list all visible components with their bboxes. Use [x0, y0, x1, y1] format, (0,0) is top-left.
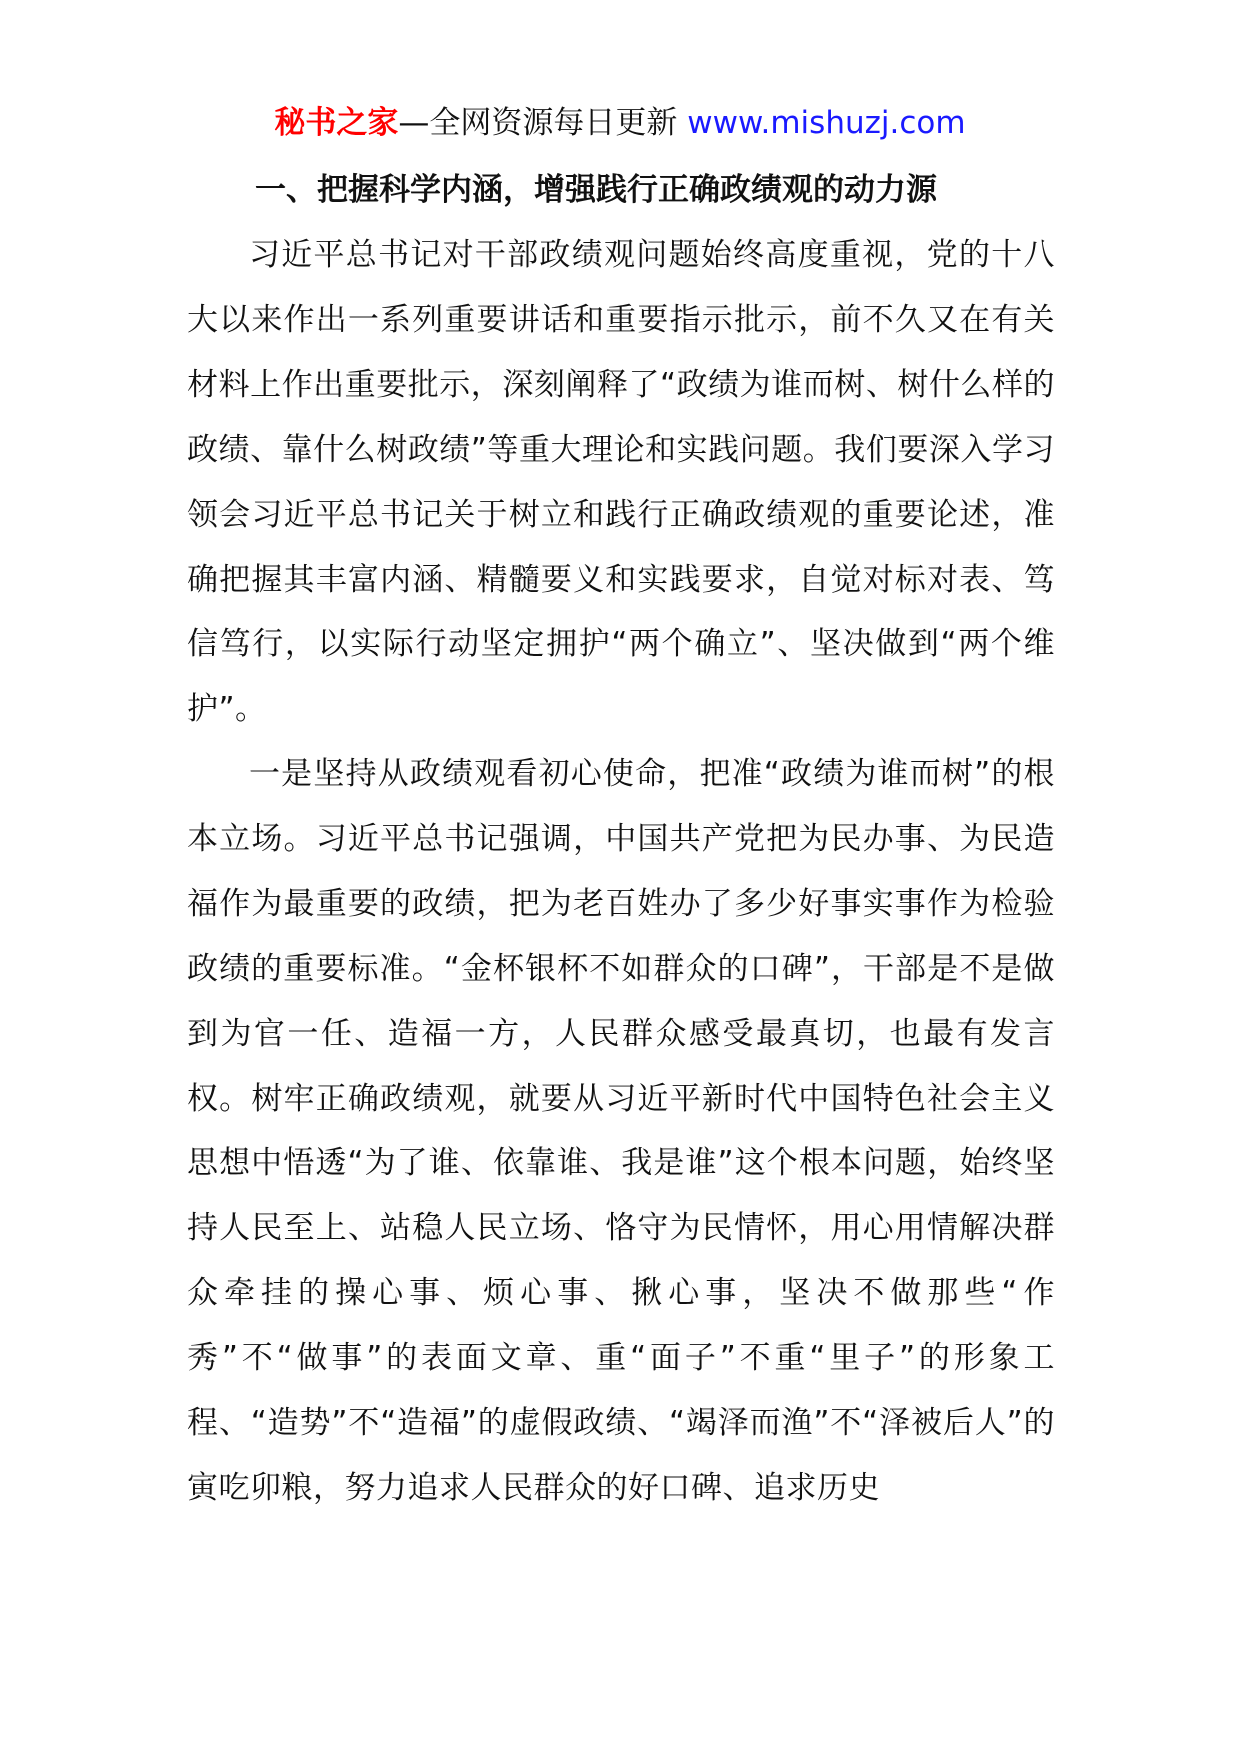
site-url-link[interactable]: www.mishuzj.com — [687, 105, 966, 141]
site-brand: 秘书之家 — [274, 105, 399, 141]
body-paragraph-1: 习近平总书记对干部政绩观问题始终高度重视，党的十八大以来作出一系列重要讲话和重要指示批示，前不久又在有关材料上作出重要批示，深刻阐释了“政绩为谁而树、树什么样的政绩、靠什么树政绩”等重大理论和实践问题。我们要深入学习领会习近平总书记关于树立和践行正确政绩观的重要论述，准确把握其丰富内涵、精髓要义和实践要求，自觉对标对表、笃信笃行，以实际行动坚定拥护“两个确立”、坚决做到“两个维护”。 — [187, 237, 1055, 728]
site-header — [0, 98, 1240, 148]
body-paragraph-2: 一是坚持从政绩观看初心使命，把准“政绩为谁而树”的根本立场。习近平总书记强调，中国共产党把为民办事、为民造福作为最重要的政绩，把为老百姓办了多少好事实事作为检验政绩的重要标准。“金杯银杯不如群众的口碑”，干部是不是做到为官一任、造福一方，人民群众感受最真切，也最有发言权。树牢正确政绩观，就要从习近平新时代中国特色社会主义思想中悟透“为了谁、依靠谁、我是谁”这个根本问题，始终坚持人民至上、站稳人民立场、恪守为民情怀，用心用情解决群众牵挂的操心事、烦心事、揪心事，坚决不做那些“作秀”不“做事”的表面文章、重“面子”不重“里子”的形象工程、“造势”不“造福”的虚假政绩、“竭泽而渔”不“泽被后人”的寅吃卯粮，努力追求人民群众的好口碑、追求历史 — [187, 756, 1055, 1506]
site-tagline: —全网资源每日更新 — [398, 105, 688, 141]
section-heading: 一、把握科学内涵，增强践行正确政绩观的动力源 — [255, 172, 937, 208]
